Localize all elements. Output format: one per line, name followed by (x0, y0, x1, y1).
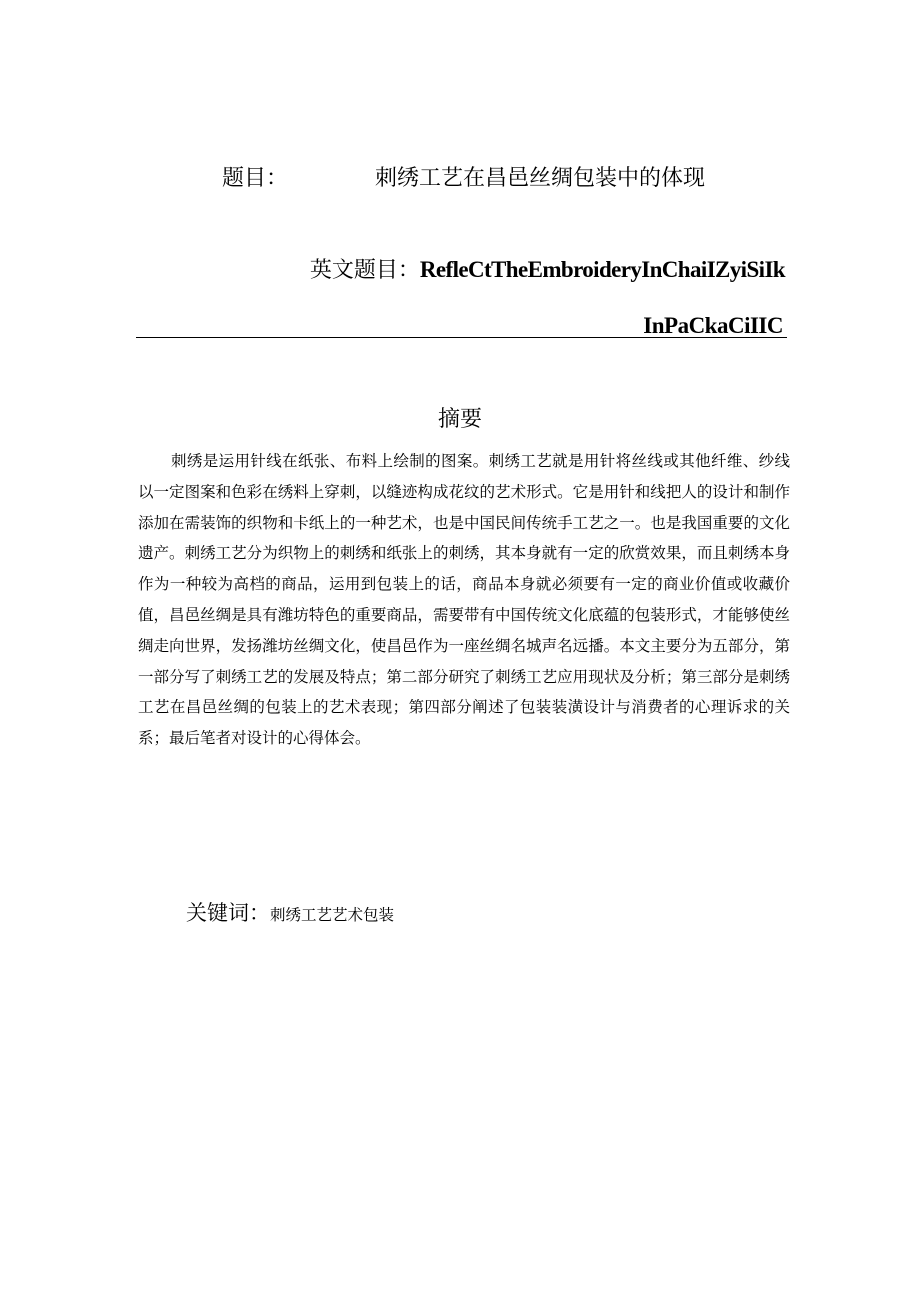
abstract-heading: 摘要 (437, 407, 482, 432)
title-underline (136, 337, 787, 338)
english-title-label: 英文题目： (309, 258, 420, 283)
english-title-line1 (310, 254, 785, 287)
title-text: 刺绣工艺在昌邑丝绸包装中的体现 (375, 166, 706, 191)
keywords-label: 关键词： (186, 901, 270, 925)
english-title-line2: InPaCkaCiIIC (643, 313, 783, 338)
english-title-text: RefleCtTheEmbroideryInChaiIZyiSiIk (419, 257, 785, 282)
keywords (186, 897, 394, 931)
abstract-body: 刺绣是运用针线在纸张、布料上绘制的图案。刺绣工艺就是用针将丝线或其他纤维、纱线以一定图案和色彩在绣料上穿刺，以缝迹构成花纹的艺术形式。它是用针和线把人的设计和制作添加在需装饰的织物和卡纸上的一种艺术，也是中国民间传统手工艺之一。也是我国重要的文化遗产。刺绣工艺分为织物上的刺绣和纸张上的刺绣，其本身就有一定的欣赏效果，而且刺绣本身作为一种较为高档的商品，运用到包装上的话，商品本身就必须要有一定的商业价值或收藏价值，昌邑丝绸是具有潍坊特色的重要商品，需要带有中国传统文化底蕴的包装形式，才能够使丝绸走向世界，发扬潍坊丝绸文化，使昌邑作为一座丝绸名城声名远播。本文主要分为五部分，第一部分写了刺绣工艺的发展及特点；第二部分研究了刺绣工艺应用现状及分析；第三部分是刺绣工艺在昌邑丝绸的包装上的艺术表现；第四部分阐述了包装装潢设计与消费者的心理诉求的关系；最后笔者对设计的心得体会。 (138, 452, 790, 748)
keywords-value: 刺绣工艺艺术包装 (270, 906, 395, 924)
title-label: 题目： (222, 166, 289, 191)
